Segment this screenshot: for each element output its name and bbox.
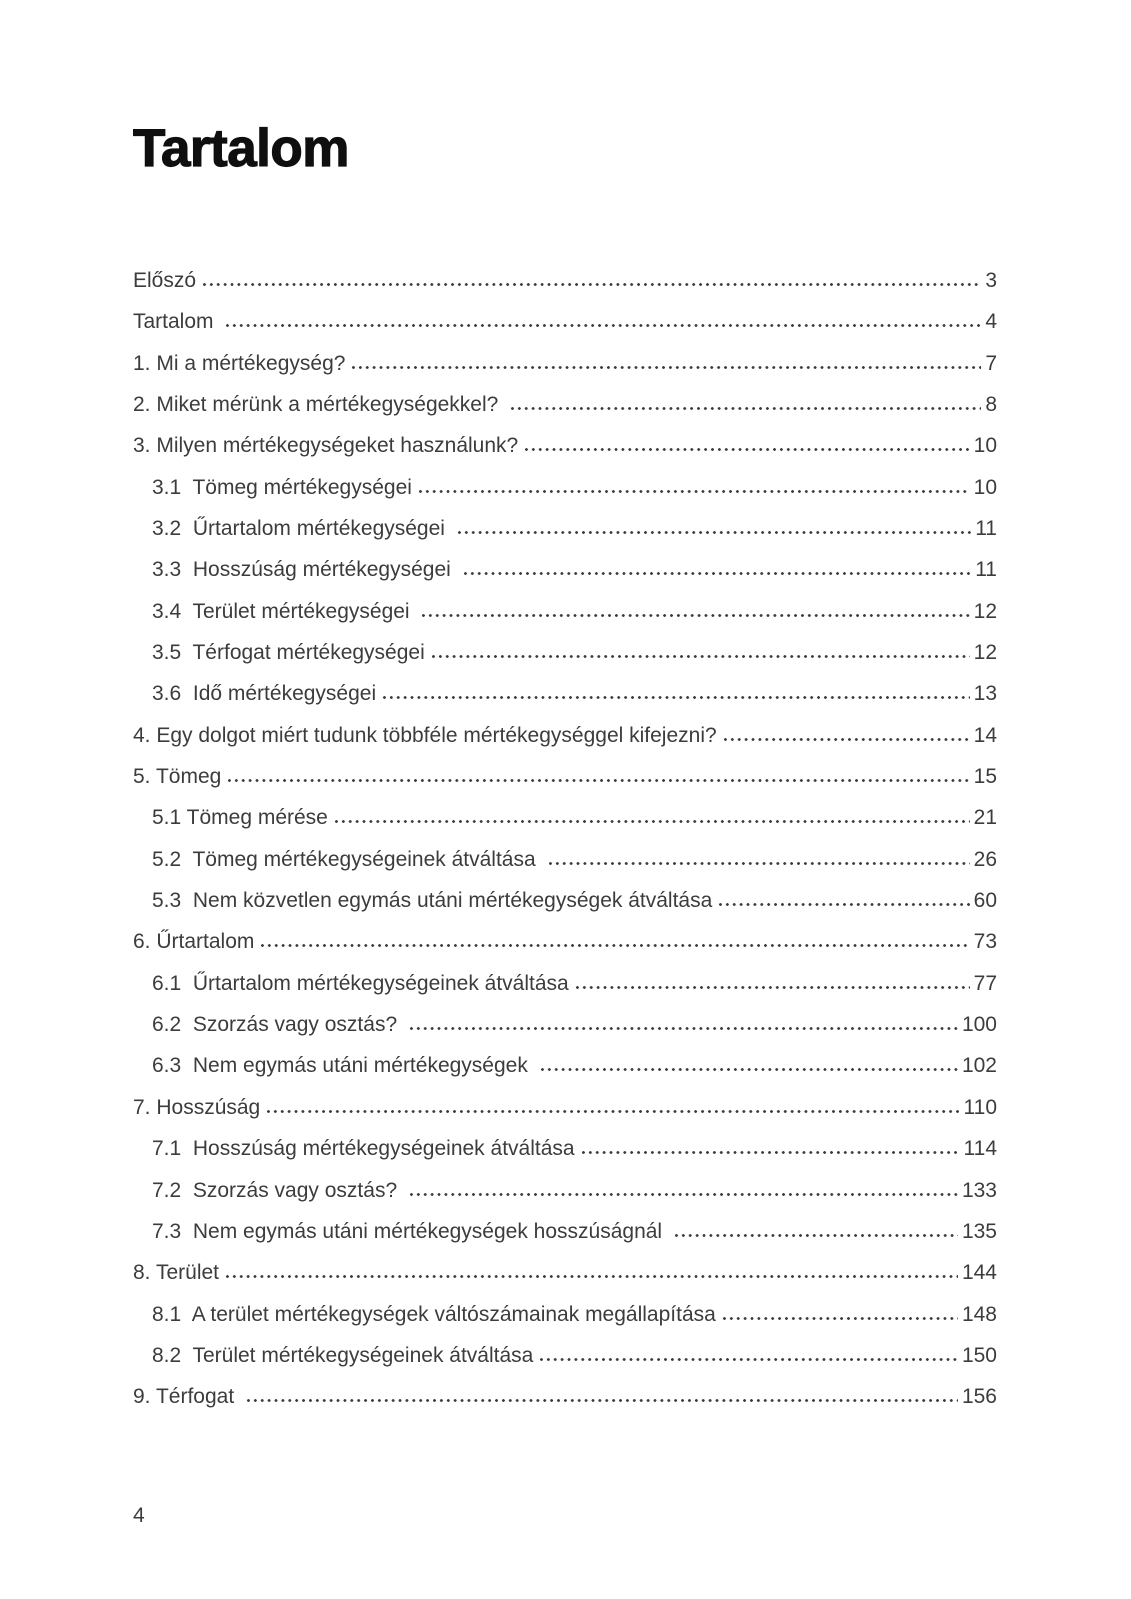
toc-entry-label: 6.3 Nem egymás utáni mértékegységek xyxy=(152,1054,534,1078)
dot-leader xyxy=(224,1274,958,1279)
toc-entry-page-number: 12 xyxy=(973,641,997,665)
toc-entry-page-number: 3 xyxy=(985,268,997,292)
toc-entry xyxy=(133,889,997,930)
dot-leader xyxy=(538,1357,958,1362)
dot-leader xyxy=(462,571,972,576)
toc-entry-page-number: 26 xyxy=(973,847,997,871)
toc-entry xyxy=(133,1220,997,1261)
toc-entry-page-number: 13 xyxy=(973,682,997,706)
toc-entry xyxy=(133,806,997,847)
toc-entry-page-number: 148 xyxy=(961,1302,997,1326)
toc-entry xyxy=(133,269,997,310)
toc-entry xyxy=(133,310,997,351)
page-title: Tartalom xyxy=(133,119,349,178)
dot-leader xyxy=(408,1192,958,1197)
toc-entry-label: 5. Tömeg xyxy=(133,765,222,789)
table-of-contents xyxy=(133,269,997,1427)
toc-entry-page-number: 73 xyxy=(973,930,997,954)
toc-entry-page-number: 21 xyxy=(973,806,997,830)
dot-leader xyxy=(456,530,971,535)
dot-leader xyxy=(417,489,970,494)
toc-entry-label: 7. Hosszúság xyxy=(133,1095,261,1119)
dot-leader xyxy=(721,1316,958,1321)
toc-entry xyxy=(133,641,997,682)
toc-entry-page-number: 135 xyxy=(961,1219,997,1243)
toc-entry-page-number: 8 xyxy=(985,392,997,416)
toc-entry-label: 3.2 Űrtartalom mértékegységei xyxy=(152,517,451,540)
toc-entry-page-number: 4 xyxy=(985,310,997,334)
toc-entry xyxy=(133,848,997,889)
dot-leader xyxy=(509,406,981,411)
dot-leader xyxy=(201,282,981,287)
toc-entry-page-number: 60 xyxy=(973,889,997,913)
toc-entry xyxy=(133,1137,997,1178)
toc-entry xyxy=(133,1303,997,1344)
dot-leader xyxy=(722,737,970,742)
toc-entry-label: 3.3 Hosszúság mértékegységei xyxy=(152,558,457,582)
toc-entry-label: 5.3 Nem közvetlen egymás utáni mértékegységek átváltása xyxy=(152,889,713,913)
dot-leader xyxy=(381,695,970,700)
toc-entry-label: 7.1 Hosszúság mértékegységeinek átváltása xyxy=(152,1137,575,1161)
dot-leader xyxy=(580,1150,960,1155)
dot-leader xyxy=(430,654,970,659)
toc-entry-label: 3.4 Terület mértékegységei xyxy=(152,599,416,623)
toc-entry-page-number: 77 xyxy=(973,971,997,995)
toc-entry-label: 6.1 Űrtartalom mértékegységeinek átváltása xyxy=(152,971,569,995)
toc-entry xyxy=(133,1261,997,1302)
toc-entry-label: 7.2 Szorzás vagy osztás? xyxy=(152,1178,403,1202)
toc-entry-label: 6. Űrtartalom xyxy=(133,930,255,954)
toc-entry xyxy=(133,765,997,806)
toc-entry-page-number: 156 xyxy=(961,1385,997,1409)
toc-entry-label: 2. Miket mérünk a mértékegységekkel? xyxy=(133,392,505,416)
toc-entry xyxy=(133,1013,997,1054)
toc-entry-page-number: 11 xyxy=(975,558,997,582)
dot-leader xyxy=(226,778,969,783)
toc-entry-page-number: 133 xyxy=(961,1178,997,1202)
toc-entry-label: 3.1 Tömeg mértékegységei xyxy=(152,475,412,499)
footer-page-number: 4 xyxy=(133,1504,145,1527)
toc-entry-label: 5.2 Tömeg mértékegységeinek átváltása xyxy=(152,847,542,871)
toc-entry xyxy=(133,600,997,641)
toc-entry xyxy=(133,476,997,517)
toc-entry-label: 3. Milyen mértékegységeket használunk? xyxy=(133,434,519,458)
toc-entry xyxy=(133,724,997,765)
toc-entry-page-number: 14 xyxy=(973,723,997,747)
toc-entry-page-number: 110 xyxy=(963,1095,997,1119)
toc-entry xyxy=(133,352,997,393)
toc-entry-label: 7.3 Nem egymás utáni mértékegységek hosszúságnál xyxy=(152,1219,668,1243)
dot-leader xyxy=(420,613,969,618)
toc-entry xyxy=(133,1179,997,1220)
toc-entry-page-number: 11 xyxy=(975,517,997,540)
toc-entry-page-number: 15 xyxy=(973,765,997,789)
dot-leader xyxy=(523,447,969,452)
toc-entry-page-number: 12 xyxy=(973,599,997,623)
dot-leader xyxy=(539,1067,958,1072)
dot-leader xyxy=(265,1109,959,1114)
toc-entry-page-number: 150 xyxy=(961,1343,997,1367)
toc-entry xyxy=(133,558,997,599)
toc-entry-label: Tartalom xyxy=(133,310,220,334)
toc-entry-label: 5.1 Tömeg mérése xyxy=(152,806,328,830)
toc-entry-label: 8.1 A terület mértékegységek váltószámainak megállapítása xyxy=(152,1302,716,1326)
dot-leader xyxy=(673,1233,958,1238)
toc-entry-label: 3.6 Idő mértékegységei xyxy=(152,682,377,706)
toc-entry-label: 4. Egy dolgot miért tudunk többféle mértékegységgel kifejezni? xyxy=(133,723,717,747)
dot-leader xyxy=(574,985,970,990)
dot-leader xyxy=(717,902,969,907)
dot-leader xyxy=(333,819,970,824)
toc-entry-label: Előszó xyxy=(133,268,197,292)
dot-leader xyxy=(408,1026,958,1031)
toc-entry xyxy=(133,1054,997,1095)
toc-entry xyxy=(133,930,997,971)
toc-entry xyxy=(133,972,997,1013)
toc-entry xyxy=(133,434,997,475)
dot-leader xyxy=(224,323,981,328)
toc-entry xyxy=(133,1096,997,1137)
toc-entry xyxy=(133,393,997,434)
toc-entry-page-number: 100 xyxy=(961,1013,997,1037)
toc-entry xyxy=(133,1385,997,1426)
dot-leader xyxy=(350,365,981,370)
toc-entry-page-number: 10 xyxy=(973,434,997,458)
toc-entry-label: 8.2 Terület mértékegységeinek átváltása xyxy=(152,1343,534,1367)
toc-entry-label: 8. Terület xyxy=(133,1261,219,1285)
toc-entry-label: 6.2 Szorzás vagy osztás? xyxy=(152,1013,403,1037)
toc-entry xyxy=(133,1344,997,1385)
dot-leader xyxy=(259,943,969,948)
toc-entry-page-number: 102 xyxy=(961,1054,997,1078)
toc-entry-page-number: 10 xyxy=(973,475,997,499)
dot-leader xyxy=(245,1398,958,1403)
toc-entry-page-number: 7 xyxy=(985,351,997,375)
toc-entry-label: 1. Mi a mértékegység? xyxy=(133,351,346,375)
toc-entry xyxy=(133,517,997,558)
toc-entry-page-number: 144 xyxy=(961,1261,997,1285)
toc-entry-label: 9. Térfogat xyxy=(133,1385,241,1409)
toc-entry xyxy=(133,682,997,723)
toc-entry-label: 3.5 Térfogat mértékegységei xyxy=(152,641,425,665)
dot-leader xyxy=(547,861,970,866)
toc-entry-page-number: 114 xyxy=(963,1137,997,1161)
